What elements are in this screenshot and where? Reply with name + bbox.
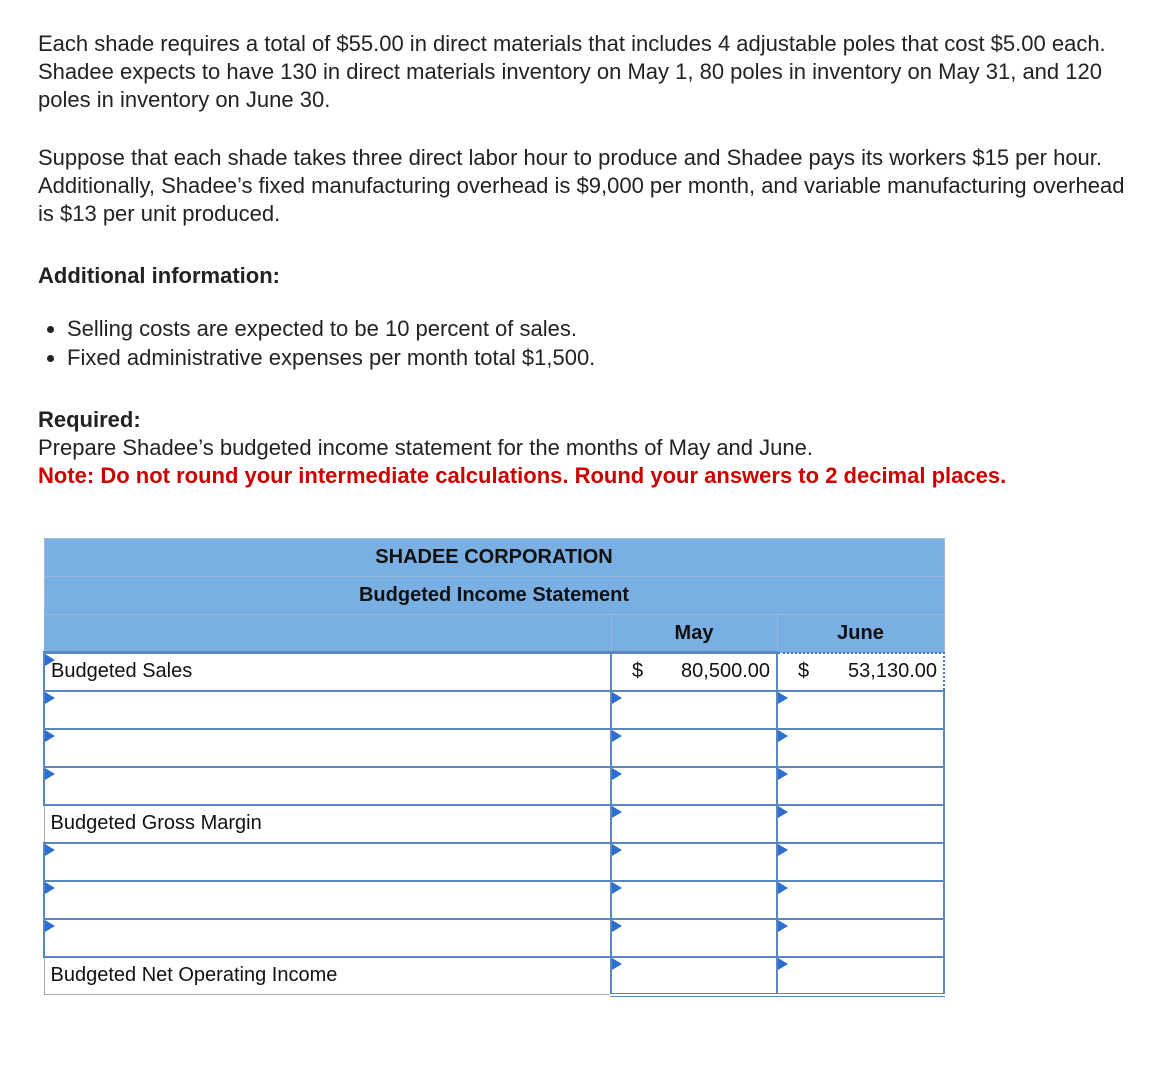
dropdown-marker-icon bbox=[45, 920, 55, 932]
net-income-june-input[interactable] bbox=[777, 957, 944, 995]
intro-paragraph-2: Suppose that each shade takes three direct labor hour to produce and Shadee pays its workers $15 per hour. Additionally, Shadee’s fixed manufacturing overhead is $9,000 per month, and variable manufacturing overhead is $13 per unit produced. bbox=[38, 145, 1125, 226]
input-marker-icon bbox=[612, 958, 622, 970]
gross-margin-june-input[interactable] bbox=[777, 805, 944, 843]
input-marker-icon bbox=[612, 806, 622, 818]
bullet-admin-expenses: • Fixed administrative expenses per month total $1,500. bbox=[67, 343, 1138, 372]
header-blank bbox=[44, 615, 611, 653]
table-row bbox=[44, 653, 944, 691]
may-amount-input[interactable] bbox=[611, 729, 777, 767]
bullet-selling-costs: • Selling costs are expected to be 10 percent of sales. bbox=[67, 314, 1138, 343]
required-label: Required: bbox=[38, 407, 141, 432]
net-operating-income-label: Budgeted Net Operating Income bbox=[44, 957, 611, 995]
additional-info-heading: Additional information: bbox=[38, 263, 280, 288]
line-item-select[interactable] bbox=[44, 691, 611, 729]
june-amount-input[interactable] bbox=[777, 881, 944, 919]
input-marker-icon bbox=[612, 692, 622, 704]
sales-label[interactable] bbox=[44, 653, 611, 691]
dropdown-marker-icon bbox=[45, 844, 55, 856]
june-amount-input[interactable] bbox=[777, 843, 944, 881]
gross-margin-may-input[interactable] bbox=[611, 805, 777, 843]
company-name: SHADEE CORPORATION bbox=[44, 539, 944, 577]
net-income-may-input[interactable] bbox=[611, 957, 777, 995]
june-amount-input[interactable] bbox=[777, 691, 944, 729]
table-row bbox=[44, 881, 944, 919]
line-item-select[interactable] bbox=[44, 729, 611, 767]
sales-may-value: 80,500.00 bbox=[681, 660, 770, 683]
input-marker-icon bbox=[778, 806, 788, 818]
statement-title: Budgeted Income Statement bbox=[44, 577, 944, 615]
input-marker-icon bbox=[612, 730, 622, 742]
gross-margin-label: Budgeted Gross Margin bbox=[44, 805, 611, 843]
column-june-header: June bbox=[777, 615, 944, 653]
table-row bbox=[44, 729, 944, 767]
june-amount-input[interactable] bbox=[777, 767, 944, 805]
input-marker-icon bbox=[778, 920, 788, 932]
line-item-select[interactable] bbox=[44, 767, 611, 805]
table-row bbox=[44, 957, 944, 995]
may-amount-input[interactable] bbox=[611, 843, 777, 881]
june-amount-input[interactable] bbox=[777, 919, 944, 957]
june-amount-input[interactable] bbox=[777, 729, 944, 767]
sales-june-input[interactable] bbox=[777, 653, 944, 691]
dropdown-marker-icon bbox=[45, 654, 55, 666]
sales-label-text: Budgeted Sales bbox=[51, 660, 193, 683]
may-amount-input[interactable] bbox=[611, 767, 777, 805]
input-marker-icon bbox=[612, 882, 622, 894]
problem-text bbox=[38, 30, 1138, 490]
currency-symbol: $ bbox=[798, 660, 810, 682]
currency-symbol: $ bbox=[632, 660, 644, 683]
input-marker-icon bbox=[612, 844, 622, 856]
may-amount-input[interactable] bbox=[611, 691, 777, 729]
input-marker-icon bbox=[778, 958, 788, 970]
table-row bbox=[44, 767, 944, 805]
input-marker-icon bbox=[612, 920, 622, 932]
additional-info-list bbox=[38, 314, 1138, 372]
column-may-header: May bbox=[611, 615, 777, 653]
rounding-note: Note: Do not round your intermediate calculations. Round your answers to 2 decimal places. bbox=[38, 463, 1007, 488]
dropdown-marker-icon bbox=[45, 882, 55, 894]
dropdown-marker-icon bbox=[45, 768, 55, 780]
line-item-select[interactable] bbox=[44, 919, 611, 957]
line-item-select[interactable] bbox=[44, 843, 611, 881]
required-section bbox=[38, 406, 1138, 490]
table-row bbox=[44, 805, 944, 843]
may-amount-input[interactable] bbox=[611, 881, 777, 919]
table-row bbox=[44, 919, 944, 957]
input-marker-icon bbox=[612, 768, 622, 780]
input-marker-icon bbox=[778, 692, 788, 704]
line-item-select[interactable] bbox=[44, 881, 611, 919]
required-text: Prepare Shadee’s budgeted income statement for the months of May and June. bbox=[38, 435, 813, 460]
dropdown-marker-icon bbox=[45, 692, 55, 704]
input-marker-icon bbox=[778, 730, 788, 742]
may-amount-input[interactable] bbox=[611, 919, 777, 957]
income-statement-table bbox=[43, 538, 945, 997]
table-row bbox=[44, 691, 944, 729]
input-marker-icon bbox=[778, 882, 788, 894]
input-marker-icon bbox=[778, 768, 788, 780]
dropdown-marker-icon bbox=[45, 730, 55, 742]
table-row bbox=[44, 843, 944, 881]
intro-paragraph-1: Each shade requires a total of $55.00 in direct materials that includes 4 adjustable poles that cost $5.00 each. Shadee expects to have 130 in direct materials inventory on May 1, 80 poles in inventory on May 31, and 120 poles in inventory on June 30. bbox=[38, 31, 1106, 112]
input-marker-icon bbox=[778, 844, 788, 856]
sales-june-value: 53,130.00 bbox=[848, 660, 938, 682]
sales-may-input[interactable] bbox=[611, 653, 777, 691]
